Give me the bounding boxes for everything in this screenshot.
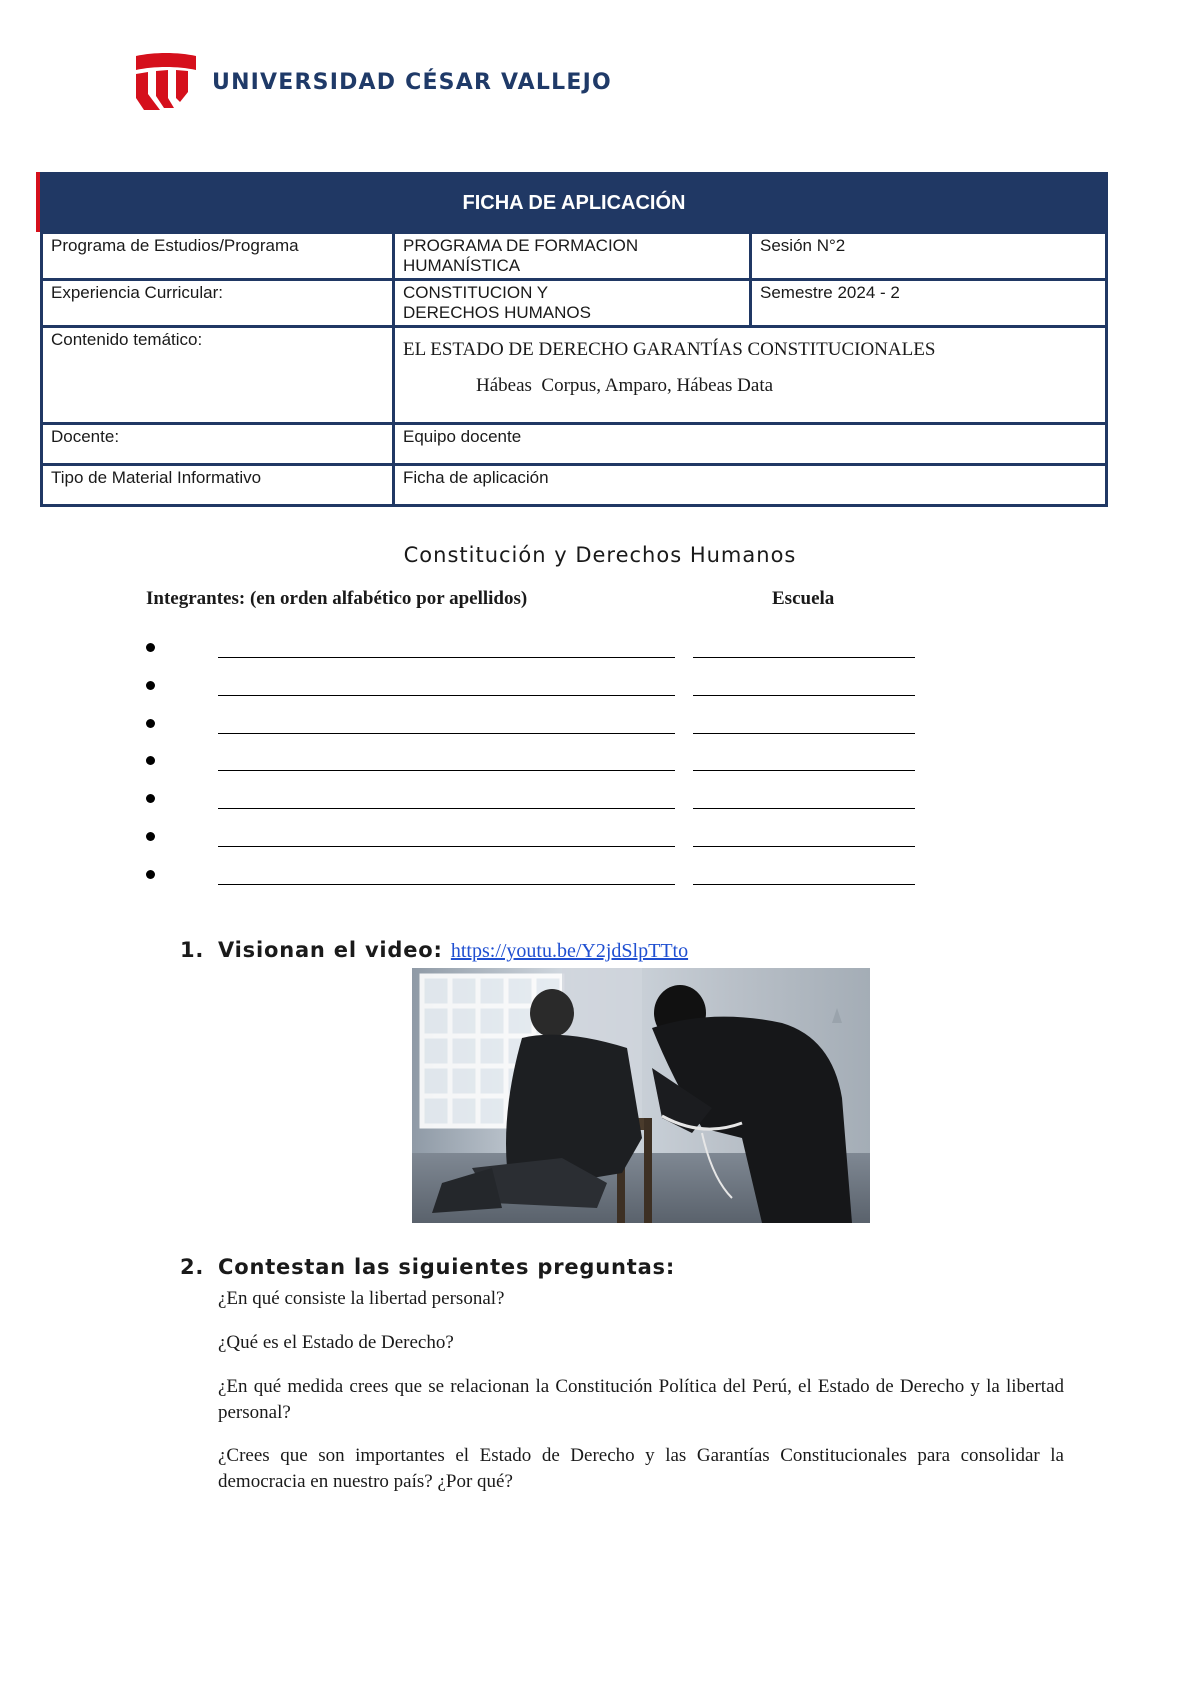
tipo-value: Ficha de aplicación (403, 468, 549, 487)
docente-value: Equipo docente (403, 427, 522, 446)
experiencia-label: Experiencia Curricular: (43, 281, 395, 325)
ficha-table (40, 172, 1108, 507)
contenido-line-2: Hábeas Corpus, Amparo, Hábeas Data (476, 375, 774, 396)
video-link[interactable]: https://youtu.be/Y2jdSlpTTto (450, 940, 689, 962)
member-name-blank[interactable] (218, 733, 675, 734)
sesion-value: Sesión N°2 (760, 236, 846, 255)
member-school-blank[interactable] (693, 884, 915, 885)
university-logo (134, 52, 612, 112)
bullet-icon (146, 794, 155, 803)
tipo-label: Tipo de Material Informativo (43, 466, 395, 504)
row-contenido (43, 325, 1105, 422)
member-row (0, 711, 1200, 741)
ficha-title: FICHA DE APLICACIÓN (43, 175, 1105, 231)
member-school-blank[interactable] (693, 657, 915, 658)
member-name-blank[interactable] (218, 846, 675, 847)
question-2: ¿Qué es el Estado de Derecho? (218, 1332, 454, 1353)
integrantes-label: Integrantes: (en orden alfabético por apellidos) (146, 588, 528, 609)
item-1 (180, 938, 688, 963)
semestre-value: Semestre 2024 - 2 (760, 283, 900, 302)
escuela-label: Escuela (772, 588, 835, 609)
item-number: 2. (180, 1255, 205, 1279)
bullet-icon (146, 832, 155, 841)
member-row (0, 824, 1200, 854)
experiencia-value: CONSTITUCION Y DERECHOS HUMANOS (395, 281, 752, 325)
bullet-icon (146, 719, 155, 728)
member-school-blank[interactable] (693, 695, 915, 696)
contenido-line-1: EL ESTADO DE DERECHO GARANTÍAS CONSTITUCIONALES (403, 339, 936, 360)
item-2 (180, 1255, 675, 1279)
member-school-blank[interactable] (693, 808, 915, 809)
member-name-blank[interactable] (218, 657, 675, 658)
bullet-icon (146, 643, 155, 652)
row-experiencia (43, 278, 1105, 325)
member-school-blank[interactable] (693, 733, 915, 734)
member-row (0, 862, 1200, 892)
item-heading: Visionan el video: (218, 938, 443, 962)
member-row (0, 748, 1200, 778)
programa-value: PROGRAMA DE FORMACION HUMANÍSTICA (395, 234, 752, 278)
question-3: ¿En qué medida crees que se relacionan la Constitución Política del Perú, el Estado de Derecho y la libertad personal? (218, 1376, 1064, 1423)
bullet-icon (146, 756, 155, 765)
member-name-blank[interactable] (218, 884, 675, 885)
member-row (0, 786, 1200, 816)
item-number: 1. (180, 938, 205, 962)
member-school-blank[interactable] (693, 846, 915, 847)
member-name-blank[interactable] (218, 770, 675, 771)
programa-label: Programa de Estudios/Programa (43, 234, 395, 278)
member-row (0, 635, 1200, 665)
video-thumbnail (412, 968, 870, 1223)
row-tipo (43, 463, 1105, 504)
member-name-blank[interactable] (218, 695, 675, 696)
member-school-blank[interactable] (693, 770, 915, 771)
university-name: UNIVERSIDAD CÉSAR VALLEJO (212, 69, 612, 95)
contenido-value (395, 328, 1105, 422)
question-1: ¿En qué consiste la libertad personal? (218, 1288, 505, 1309)
document-title: Constitución y Derechos Humanos (403, 543, 797, 567)
item-heading: Contestan las siguientes preguntas: (218, 1255, 676, 1279)
bullet-icon (146, 681, 155, 690)
row-docente (43, 422, 1105, 463)
row-programa (43, 231, 1105, 278)
question-4: ¿Crees que son importantes el Estado de Derecho y las Garantías Constitucionales para consolidar la democracia en nuestro país? ¿Por qué? (218, 1445, 1064, 1492)
member-name-blank[interactable] (218, 808, 675, 809)
ucv-shield-icon (134, 52, 198, 112)
docente-label: Docente: (43, 425, 395, 463)
member-row (0, 673, 1200, 703)
bullet-icon (146, 870, 155, 879)
contenido-label: Contenido temático: (43, 328, 395, 422)
